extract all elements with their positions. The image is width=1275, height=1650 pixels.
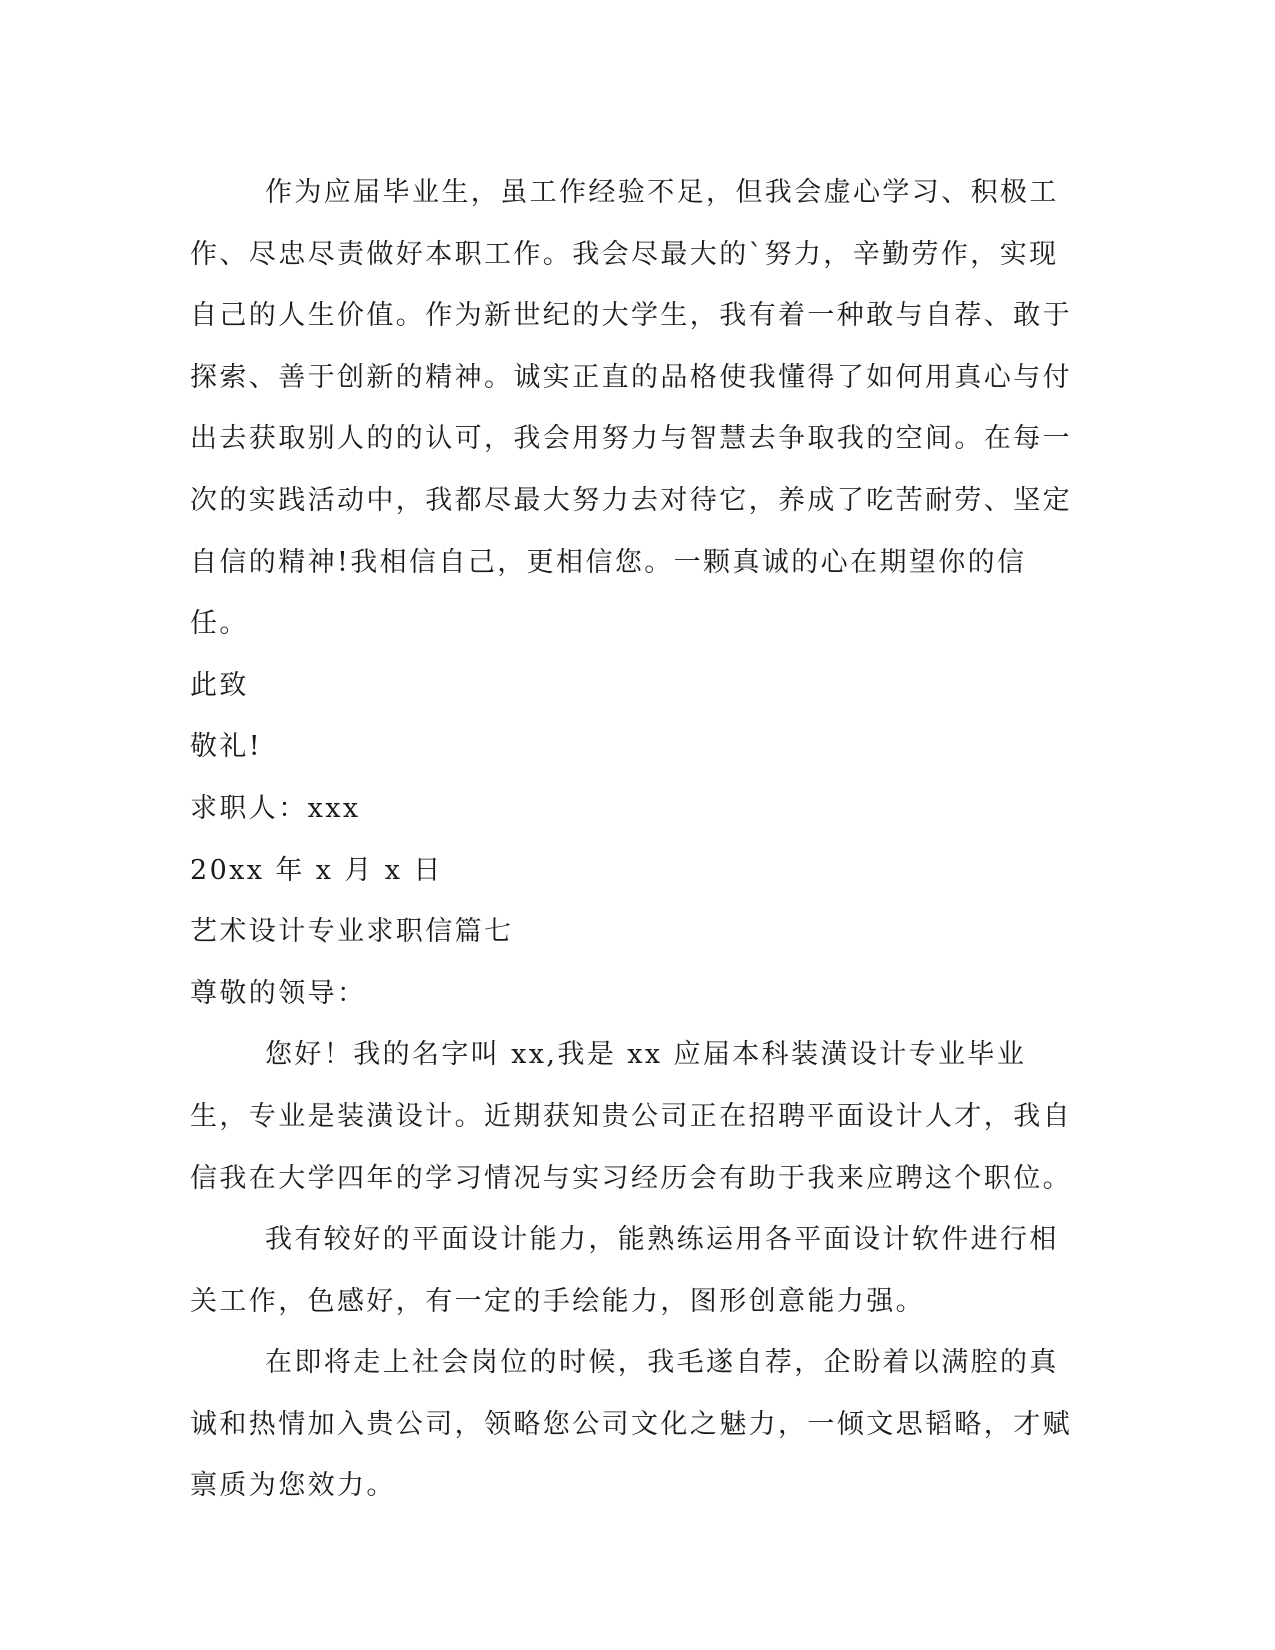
applicant-signature: 求职人：xxx: [190, 792, 361, 824]
paragraph-closing: 在即将走上社会岗位的时候，我毛遂自荐，企盼着以满腔的真诚和热情加入贵公司，领略您公司文化之魅力，一倾文思韬略，才赋禀质为您效力。: [190, 1347, 1072, 1502]
closing-line-1: 此致: [190, 669, 249, 701]
salutation: 尊敬的领导：: [190, 977, 367, 1009]
section-title: 艺术设计专业求职信篇七: [190, 916, 514, 948]
letter-date: 20xx 年 x 月 x 日: [190, 854, 443, 886]
paragraph-skills: 我有较好的平面设计能力，能熟练运用各平面设计软件进行相关工作，色感好，有一定的手绘能力，图形创意能力强。: [190, 1224, 1059, 1317]
paragraph-self-introduction: 作为应届毕业生，虽工作经验不足，但我会虚心学习、积极工作、尽忠尽责做好本职工作。我会尽最大的`努力，辛勤劳作，实现自己的人生价值。作为新世纪的大学生，我有着一种敢与自荐、敢于探索、善于创新的精神。诚实正直的品格使我懂得了如何用真心与付出去获取别人的的认可，我会用努力与智慧去争取我的空间。在每一次的实践活动中，我都尽最大努力去对待它，养成了吃苦耐劳、坚定自信的精神!我相信自己，更相信您。一颗真诚的心在期望你的信任。: [190, 177, 1072, 640]
paragraph-greeting: 您好！我的名字叫 xx,我是 xx 应届本科装潢设计专业毕业生，专业是装潢设计。近期获知贵公司正在招聘平面设计人才，我自信我在大学四年的学习情况与实习经历会有助于我来应聘这个职位。: [190, 1039, 1072, 1194]
document-body: [190, 162, 1075, 1517]
closing-line-2: 敬礼!: [190, 731, 263, 763]
